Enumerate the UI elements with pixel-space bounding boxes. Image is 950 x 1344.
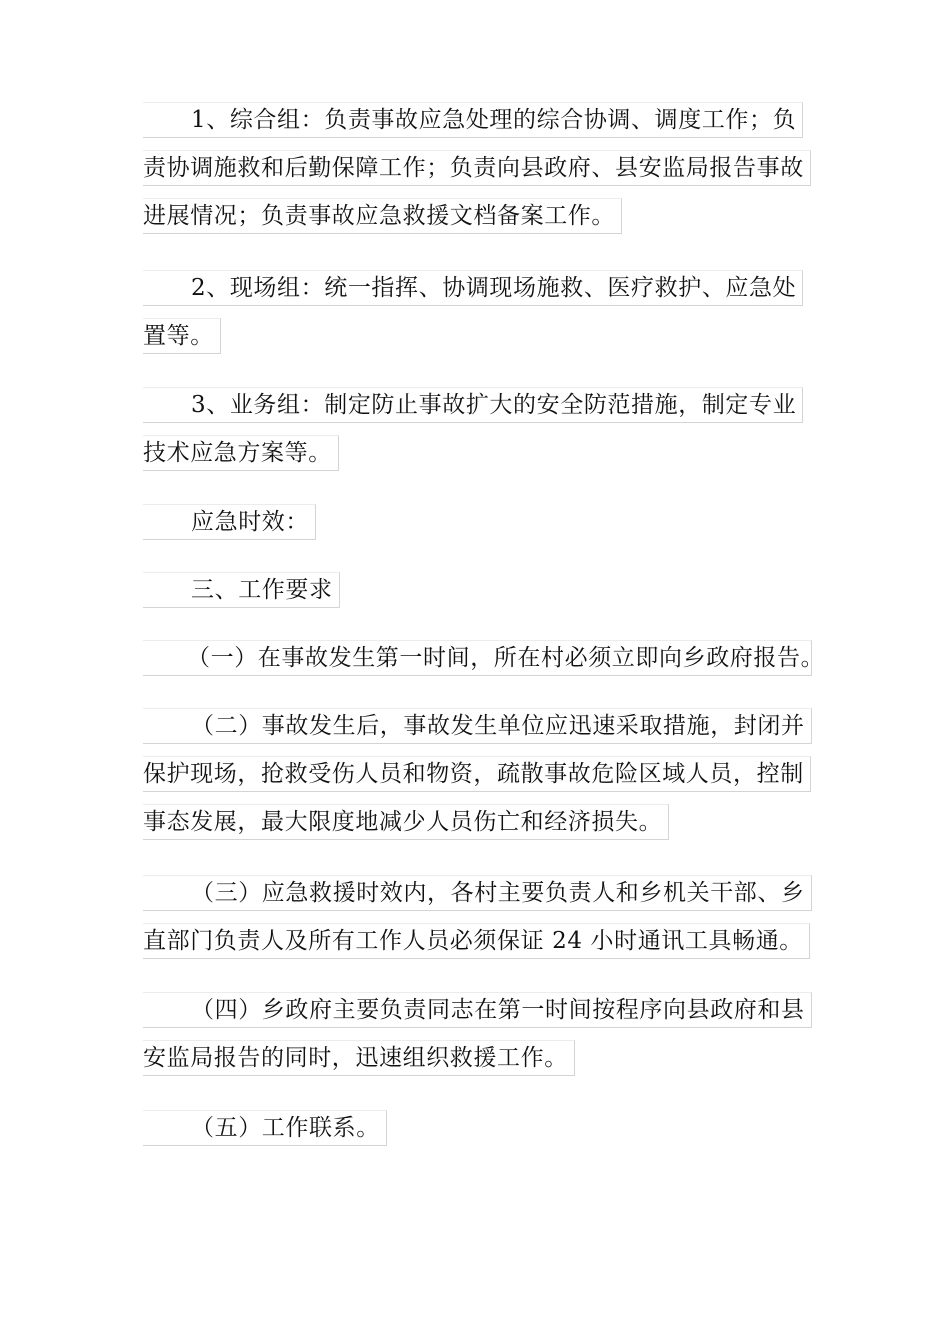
paragraph-requirement-4 [143, 986, 813, 1082]
paragraph-line: 事态发展，最大限度地减少人员伤亡和经济损失。 [143, 798, 813, 846]
paragraph-line: 安监局报告的同时，迅速组织救援工作。 [143, 1034, 813, 1082]
paragraph-line: 责协调施救和后勤保障工作；负责向县政府、县安监局报告事故 [143, 144, 813, 192]
paragraph-requirement-3 [143, 869, 813, 965]
paragraph-line: 置等。 [143, 312, 813, 360]
paragraph-line: （二）事故发生后，事故发生单位应迅速采取措施，封闭并 [143, 702, 813, 750]
paragraph-line: （五）工作联系。 [143, 1104, 813, 1152]
paragraph-line: 三、工作要求 [143, 566, 813, 614]
section-heading-work-requirements [143, 566, 813, 614]
paragraph-business-group [143, 381, 813, 477]
paragraph-onsite-group [143, 264, 813, 360]
paragraph-comprehensive-group [143, 96, 813, 240]
paragraph-requirement-2 [143, 702, 813, 846]
paragraph-line: 技术应急方案等。 [143, 429, 813, 477]
paragraph-line: 2、现场组：统一指挥、协调现场施救、医疗救护、应急处 [143, 264, 813, 312]
paragraph-line: 进展情况；负责事故应急救援文档备案工作。 [143, 192, 813, 240]
paragraph-line: （四）乡政府主要负责同志在第一时间按程序向县政府和县 [143, 986, 813, 1034]
paragraph-requirement-1 [143, 634, 825, 682]
paragraph-line: 直部门负责人及所有工作人员必须保证 24 小时通讯工具畅通。 [143, 917, 813, 965]
paragraph-line: 应急时效： [143, 498, 813, 546]
paragraph-line: 保护现场，抢救受伤人员和物资，疏散事故危险区域人员，控制 [143, 750, 813, 798]
paragraph-line: （一）在事故发生第一时间，所在村必须立即向乡政府报告。 [143, 634, 813, 682]
paragraph-line: 1、综合组：负责事故应急处理的综合协调、调度工作；负 [143, 96, 813, 144]
paragraph-requirement-5 [143, 1104, 813, 1152]
paragraph-line: 3、业务组：制定防止事故扩大的安全防范措施，制定专业 [143, 381, 813, 429]
paragraph-line: （三）应急救援时效内，各村主要负责人和乡机关干部、乡 [143, 869, 813, 917]
paragraph-emergency-timeframe [143, 498, 813, 546]
